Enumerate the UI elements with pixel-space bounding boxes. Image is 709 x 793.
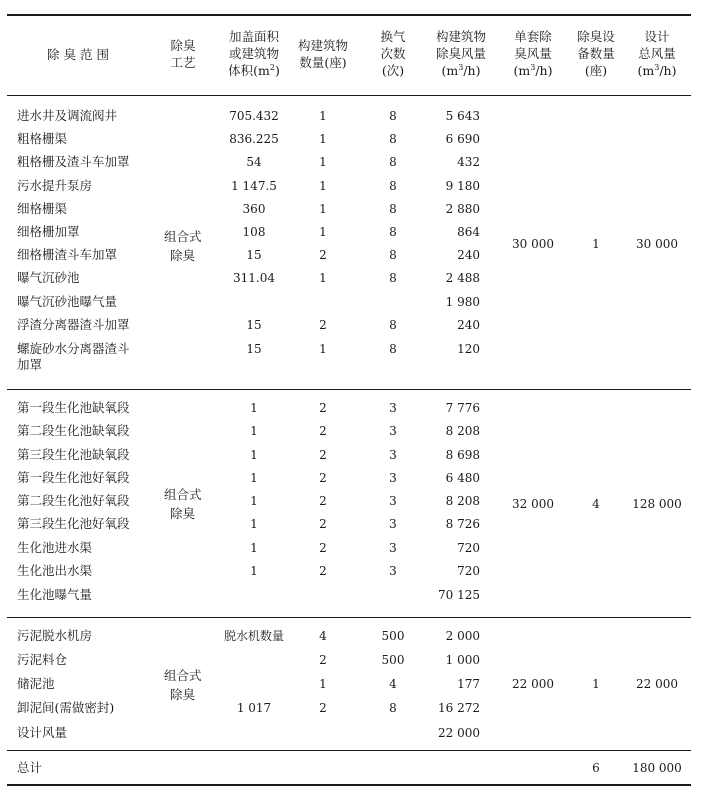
row-count: 2	[319, 564, 327, 578]
row-name: 卸泥间(需做密封)	[17, 700, 115, 715]
row-changes: 8	[389, 202, 397, 216]
row-name: 第二段生化池好氧段	[17, 493, 130, 508]
row-name: 设计风量	[17, 725, 68, 740]
group-devices: 1	[592, 677, 600, 691]
table-top-rule	[7, 14, 691, 16]
group-total-flow: 30 000	[636, 237, 678, 251]
row-flow: 8 698	[445, 448, 480, 462]
header-changes: 换气 次数 (次)	[380, 29, 406, 78]
row-flow: 720	[457, 541, 480, 555]
row-area: 360	[242, 202, 266, 216]
row-flow: 432	[457, 155, 480, 169]
row-count: 1	[319, 109, 327, 123]
group-1-bottom-rule	[7, 389, 691, 390]
row-flow: 22 000	[438, 726, 480, 740]
header-total: 设计 总风量 $(m^3/h)$	[637, 29, 677, 78]
row-flow: 864	[457, 225, 480, 239]
row-flow: 9 180	[445, 179, 480, 193]
group-unit-flow: 22 000	[512, 677, 554, 691]
row-name: 粗格栅渠	[17, 131, 68, 146]
table-bottom-rule	[7, 784, 691, 786]
row-count: 2	[319, 494, 327, 508]
group-2-bottom-rule	[7, 617, 691, 618]
row-changes: 8	[389, 155, 397, 169]
header-devices: 除臭设 备数量 (座)	[577, 29, 615, 78]
row-changes: 3	[389, 494, 397, 508]
row-changes: 500	[381, 653, 405, 667]
row-area: 705.432	[229, 109, 279, 123]
row-changes: 8	[389, 132, 397, 146]
row-name: 生化池进水渠	[17, 540, 93, 555]
row-count: 2	[319, 424, 327, 438]
row-name: 生化池出水渠	[17, 563, 93, 578]
row-name: 第一段生化池好氧段	[17, 470, 130, 485]
header-area: 加盖面积 或建筑物 体积$(m^2)$	[228, 29, 280, 78]
row-area: 1	[250, 424, 258, 438]
group-total-flow: 22 000	[636, 677, 678, 691]
row-area: 1	[250, 541, 258, 555]
group-devices: 4	[592, 497, 600, 511]
row-changes: 8	[389, 225, 397, 239]
row-count: 2	[319, 248, 327, 262]
header-scope: 除 臭 范 围	[47, 47, 109, 62]
row-count: 1	[319, 342, 327, 356]
row-flow: 177	[457, 677, 480, 691]
row-name: 生化池曝气量	[17, 587, 93, 602]
header-unit: 单套除 臭风量 $(m^3/h)$	[513, 29, 553, 78]
group-unit-flow: 30 000	[512, 237, 554, 251]
row-name: 细格栅渠	[17, 201, 68, 216]
row-count: 1	[319, 179, 327, 193]
row-flow: 7 776	[445, 401, 480, 415]
row-changes: 3	[389, 448, 397, 462]
total-flow: 180 000	[632, 761, 682, 775]
row-flow: 1 980	[445, 295, 480, 309]
group-process: 除臭	[170, 687, 196, 702]
row-count: 1	[319, 155, 327, 169]
row-name: 浮渣分离器渣斗加罩	[17, 317, 130, 332]
total-label: 总计	[17, 760, 43, 775]
row-area: 1	[250, 564, 258, 578]
row-count: 1	[319, 202, 327, 216]
row-name: 曝气沉砂池	[17, 270, 80, 285]
row-name-continued: 加罩	[17, 357, 43, 372]
row-changes: 8	[389, 248, 397, 262]
group-process: 除臭	[170, 248, 196, 263]
row-changes: 8	[389, 701, 397, 715]
row-name: 污水提升泵房	[17, 178, 93, 193]
row-flow: 8 208	[445, 424, 480, 438]
row-name: 第三段生化池好氧段	[17, 516, 130, 531]
group-3-bottom-rule	[7, 750, 691, 751]
row-name: 螺旋砂水分离器渣斗	[17, 341, 130, 356]
row-flow: 8 726	[445, 517, 480, 531]
row-name: 第二段生化池缺氧段	[17, 423, 130, 438]
group-process: 组合式	[164, 668, 202, 683]
header-bottom-rule	[7, 95, 691, 96]
row-count: 4	[319, 629, 327, 643]
row-area: 1 017	[236, 701, 272, 715]
row-area: 1	[250, 517, 258, 531]
row-flow: 240	[457, 248, 480, 262]
row-area: 311.04	[233, 271, 275, 285]
row-area: 836.225	[229, 132, 279, 146]
row-flow: 720	[457, 564, 480, 578]
row-area: 1 147.5	[231, 179, 277, 193]
row-count: 1	[319, 271, 327, 285]
row-changes: 500	[381, 629, 405, 643]
row-name: 第三段生化池缺氧段	[17, 447, 130, 462]
row-name: 储泥池	[17, 676, 55, 691]
row-changes: 4	[389, 677, 397, 691]
row-flow: 120	[457, 342, 480, 356]
row-name: 第一段生化池缺氧段	[17, 400, 130, 415]
group-process: 除臭	[170, 506, 196, 521]
row-changes: 8	[389, 271, 397, 285]
row-changes: 3	[389, 517, 397, 531]
row-name: 污泥脱水机房	[17, 628, 93, 643]
row-changes: 8	[389, 318, 397, 332]
row-flow: 2 000	[445, 629, 480, 643]
row-count: 1	[319, 225, 327, 239]
row-flow: 2 488	[445, 271, 480, 285]
row-name: 曝气沉砂池曝气量	[17, 294, 118, 309]
header-count: 构建筑物 数量(座)	[297, 38, 349, 70]
row-count: 1	[319, 677, 327, 691]
row-flow: 70 125	[438, 588, 480, 602]
row-flow: 1 000	[445, 653, 480, 667]
row-name: 粗格栅及渣斗车加罩	[17, 154, 130, 169]
row-changes: 3	[389, 541, 397, 555]
row-count: 2	[319, 318, 327, 332]
row-count: 2	[319, 541, 327, 555]
row-flow: 240	[457, 318, 480, 332]
row-area: 108	[242, 225, 266, 239]
group-process: 组合式	[164, 229, 202, 244]
row-name: 细格栅加罩	[17, 224, 80, 239]
row-count: 2	[319, 448, 327, 462]
header-volume: 构建筑物 除臭风量 $(m^3/h)$	[435, 29, 487, 78]
total-devices: 6	[592, 761, 600, 775]
row-count: 2	[319, 701, 327, 715]
group-total-flow: 128 000	[632, 497, 682, 511]
row-area: 1	[250, 448, 258, 462]
row-count: 2	[319, 401, 327, 415]
row-changes: 8	[389, 179, 397, 193]
row-flow: 8 208	[445, 494, 480, 508]
row-changes: 8	[389, 109, 397, 123]
row-name: 进水井及调流阀井	[17, 108, 118, 123]
row-changes: 3	[389, 564, 397, 578]
group-unit-flow: 32 000	[512, 497, 554, 511]
row-flow: 6 690	[445, 132, 480, 146]
row-count: 2	[319, 517, 327, 531]
row-area: 1	[250, 494, 258, 508]
row-area: 1	[250, 471, 258, 485]
group-devices: 1	[592, 237, 600, 251]
row-name: 污泥料仓	[17, 652, 68, 667]
row-flow: 2 880	[445, 202, 480, 216]
row-count: 2	[319, 653, 327, 667]
row-flow: 5 643	[445, 109, 480, 123]
row-area: 脱水机数量	[223, 629, 285, 643]
row-area: 15	[246, 318, 262, 332]
row-changes: 3	[389, 471, 397, 485]
row-changes: 8	[389, 342, 397, 356]
group-process: 组合式	[164, 487, 202, 502]
row-area: 54	[246, 155, 262, 169]
row-changes: 3	[389, 401, 397, 415]
header-process: 除臭 工艺	[170, 38, 196, 70]
row-changes: 3	[389, 424, 397, 438]
row-area: 15	[246, 248, 262, 262]
row-name: 细格栅渣斗车加罩	[17, 247, 118, 262]
row-count: 1	[319, 132, 327, 146]
row-flow: 16 272	[438, 701, 480, 715]
row-flow: 6 480	[445, 471, 480, 485]
row-area: 15	[246, 342, 262, 356]
row-count: 2	[319, 471, 327, 485]
row-area: 1	[250, 401, 258, 415]
